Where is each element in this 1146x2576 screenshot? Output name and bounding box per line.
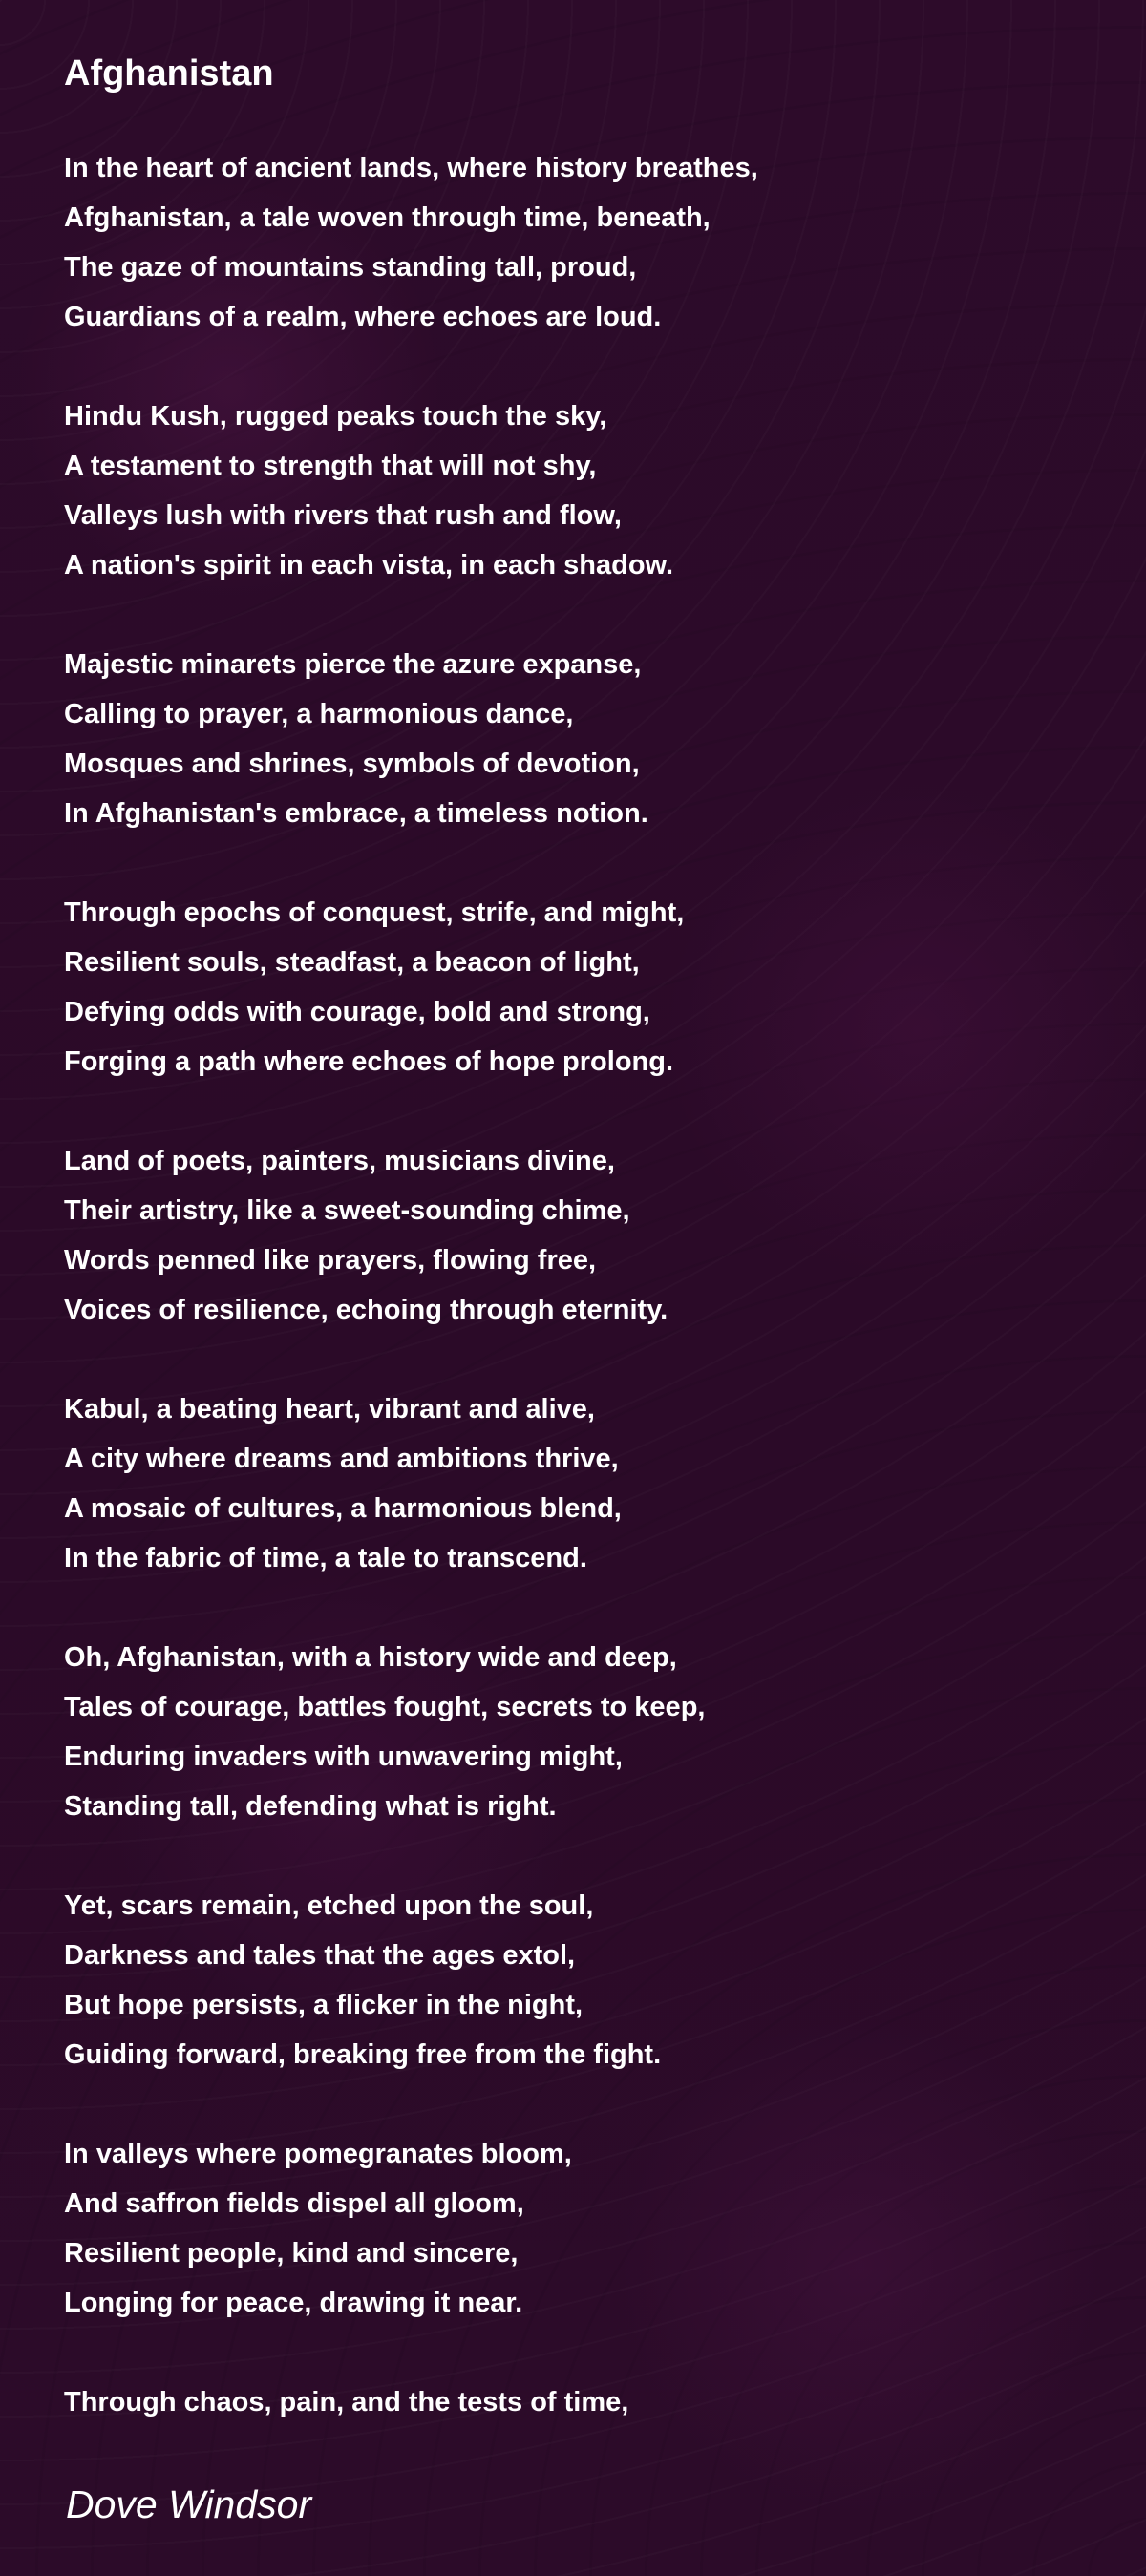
poem-title: Afghanistan bbox=[64, 53, 274, 94]
poem-line: Kabul, a beating heart, vibrant and alive, bbox=[64, 1394, 595, 1425]
stanza bbox=[64, 640, 1095, 838]
poem-line: Words penned like prayers, flowing free, bbox=[64, 1245, 597, 1276]
poem-line: Majestic minarets pierce the azure expanse, bbox=[64, 649, 642, 680]
poem-line: Land of poets, painters, musicians divine, bbox=[64, 1146, 615, 1176]
poem-line: Guiding forward, breaking free from the fight. bbox=[64, 2039, 662, 2070]
poem-line: Enduring invaders with unwavering might, bbox=[64, 1742, 623, 1772]
stanza bbox=[64, 1384, 1095, 1583]
poem-line: Standing tall, defending what is right. bbox=[64, 1791, 557, 1822]
poem-line: Valleys lush with rivers that rush and flow, bbox=[64, 500, 622, 531]
stanza bbox=[64, 1633, 1095, 1831]
poem-line: In Afghanistan's embrace, a timeless notion. bbox=[64, 798, 648, 829]
stanza bbox=[64, 143, 1095, 342]
stanza bbox=[64, 888, 1095, 1087]
poem-line: In the heart of ancient lands, where history breathes, bbox=[64, 153, 758, 183]
poem-line: A nation's spirit in each vista, in each shadow. bbox=[64, 550, 674, 581]
stanza bbox=[64, 2377, 1095, 2427]
poem-line: In valleys where pomegranates bloom, bbox=[64, 2139, 572, 2169]
poem-line: Resilient souls, steadfast, a beacon of light, bbox=[64, 947, 640, 978]
stanza bbox=[64, 2129, 1095, 2328]
poem-line: Defying odds with courage, bold and strong, bbox=[64, 997, 650, 1027]
poem-line: Calling to prayer, a harmonious dance, bbox=[64, 699, 574, 729]
poem-line: The gaze of mountains standing tall, proud, bbox=[64, 252, 637, 283]
poem-line: A city where dreams and ambitions thrive, bbox=[64, 1444, 619, 1474]
stanza bbox=[64, 1881, 1095, 2080]
poem-line: Through chaos, pain, and the tests of time, bbox=[64, 2387, 629, 2418]
poem-line: And saffron fields dispel all gloom, bbox=[64, 2188, 524, 2219]
poem-line: Mosques and shrines, symbols of devotion, bbox=[64, 749, 640, 779]
author-name: Dove Windsor bbox=[66, 2482, 312, 2526]
poem-line: Voices of resilience, echoing through eternity. bbox=[64, 1295, 668, 1325]
poem-line: Through epochs of conquest, strife, and might, bbox=[64, 897, 685, 928]
poem-line: Resilient people, kind and sincere, bbox=[64, 2238, 519, 2269]
poem-body bbox=[64, 143, 1095, 2477]
poem-line: A testament to strength that will not shy, bbox=[64, 451, 597, 481]
poem-line: Forging a path where echoes of hope prolong. bbox=[64, 1046, 674, 1077]
stanza bbox=[64, 1136, 1095, 1335]
poem-line: Tales of courage, battles fought, secrets to keep, bbox=[64, 1692, 706, 1722]
poem-line: Darkness and tales that the ages extol, bbox=[64, 1940, 576, 1971]
stanza bbox=[64, 391, 1095, 590]
poem-line: Yet, scars remain, etched upon the soul, bbox=[64, 1890, 594, 1921]
poem-line: Hindu Kush, rugged peaks touch the sky, bbox=[64, 401, 607, 432]
poem-line: Longing for peace, drawing it near. bbox=[64, 2288, 523, 2318]
poem-line: But hope persists, a flicker in the night, bbox=[64, 1990, 584, 2020]
poem-line: Their artistry, like a sweet-sounding chime, bbox=[64, 1195, 630, 1226]
poem-line: A mosaic of cultures, a harmonious blend, bbox=[64, 1493, 622, 1524]
poem-line: Oh, Afghanistan, with a history wide and deep, bbox=[64, 1642, 677, 1673]
poem-line: Guardians of a realm, where echoes are loud. bbox=[64, 302, 662, 332]
poem-line: Afghanistan, a tale woven through time, beneath, bbox=[64, 202, 711, 233]
poem-line: In the fabric of time, a tale to transcend. bbox=[64, 1543, 587, 1573]
